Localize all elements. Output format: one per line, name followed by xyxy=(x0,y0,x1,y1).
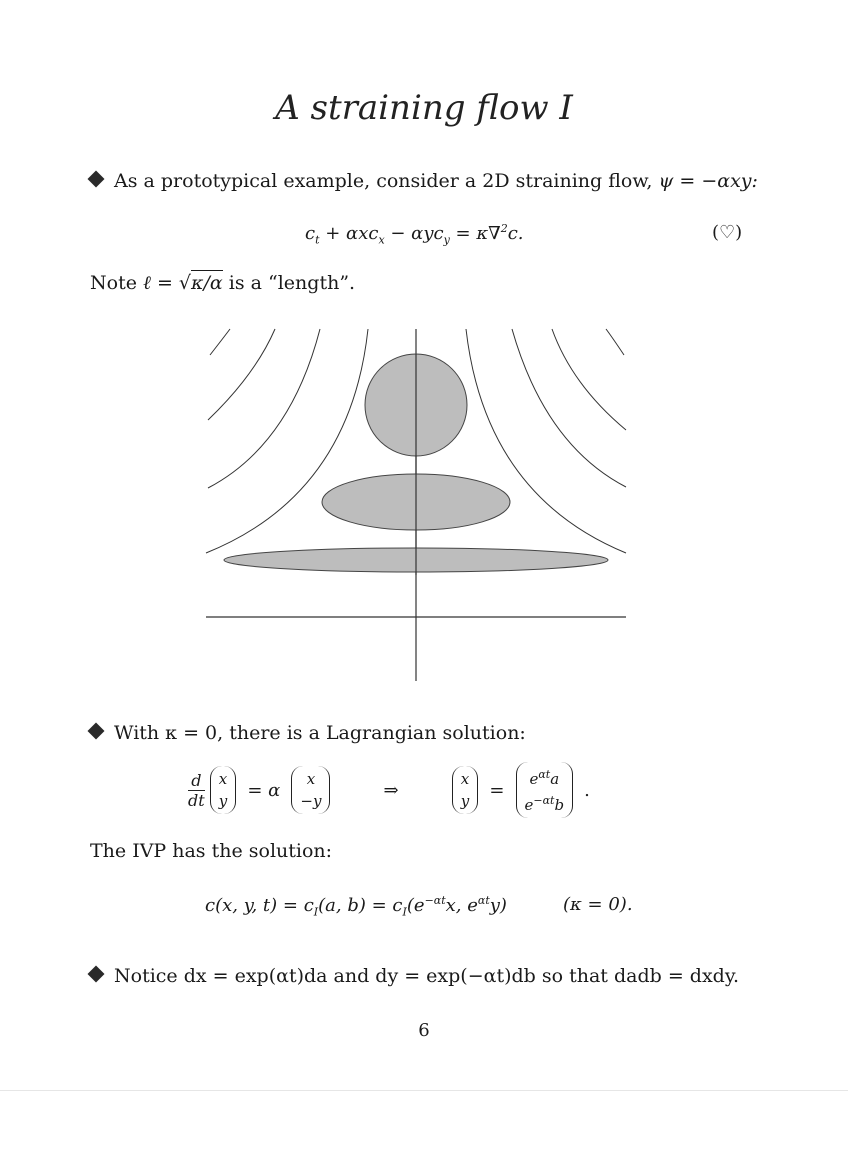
streamline xyxy=(552,329,626,430)
bullet-1-text: As a prototypical example, consider a 2D straining flow, xyxy=(114,170,653,192)
straining-flow-figure xyxy=(200,325,630,685)
note-sqrt: κ/α xyxy=(191,272,223,294)
note-line xyxy=(90,272,355,295)
derivative-operator: $\frac{d}{dt}$ xyxy=(188,770,205,810)
equals-sign: = xyxy=(489,779,505,801)
bullet-2 xyxy=(90,722,526,744)
solution-rhs-vector xyxy=(516,762,574,818)
position-vector: x y xyxy=(210,766,236,814)
note-suffix: is a “length”. xyxy=(228,272,356,294)
implies-arrow: ⇒ xyxy=(383,779,399,801)
equation-advection-diffusion: $c_t + \alpha xc_x - \alpha yc_y = \kappa\nabla^2c$. xyxy=(305,222,524,247)
equals-alpha: = α xyxy=(247,779,281,801)
equation-tag: (♡) xyxy=(712,222,743,243)
bullet-3-text: Notice dx = exp(αt)da and dy = exp(−αt)db so that dadb = dxdy. xyxy=(114,965,740,987)
diamond-bullet-icon xyxy=(88,723,105,740)
diamond-bullet-icon xyxy=(88,966,105,983)
solution-top: $e^{\alpha t}a$ xyxy=(529,768,560,788)
page-number: 6 xyxy=(418,1020,430,1041)
streamline xyxy=(606,329,624,355)
streamline xyxy=(208,329,320,488)
bullet-1-math: ψ = −αxy: xyxy=(658,170,758,192)
ivp-text: The IVP has the solution: xyxy=(90,840,333,862)
bullet-2-text: With κ = 0, there is a Lagrangian solution: xyxy=(114,722,526,744)
streamline xyxy=(512,329,626,487)
streamline xyxy=(208,329,275,420)
page-title: A straining flow I xyxy=(275,88,573,128)
note-ell: ℓ = xyxy=(143,272,173,294)
diamond-bullet-icon xyxy=(88,171,105,188)
ivp-solution: c(x, y, $t) = c_I(a$, $b) = c_I(e^{-\alpha t}x$, $e^{\alpha t}y$) xyxy=(205,894,507,919)
streamline xyxy=(210,329,230,355)
velocity-vector: x −y xyxy=(291,766,330,814)
bullet-3 xyxy=(90,965,739,987)
lagrangian-equation xyxy=(188,762,596,818)
note-prefix: Note xyxy=(90,272,137,294)
period: . xyxy=(584,779,590,801)
sqrt-symbol: √ xyxy=(178,272,192,294)
solution-bottom: $e^{-\alpha t}b$ xyxy=(524,794,565,814)
page-edge xyxy=(0,1090,848,1091)
ivp-condition: (κ = 0). xyxy=(563,894,633,915)
bullet-1 xyxy=(90,170,758,192)
solution-lhs-vector: x y xyxy=(452,766,478,814)
